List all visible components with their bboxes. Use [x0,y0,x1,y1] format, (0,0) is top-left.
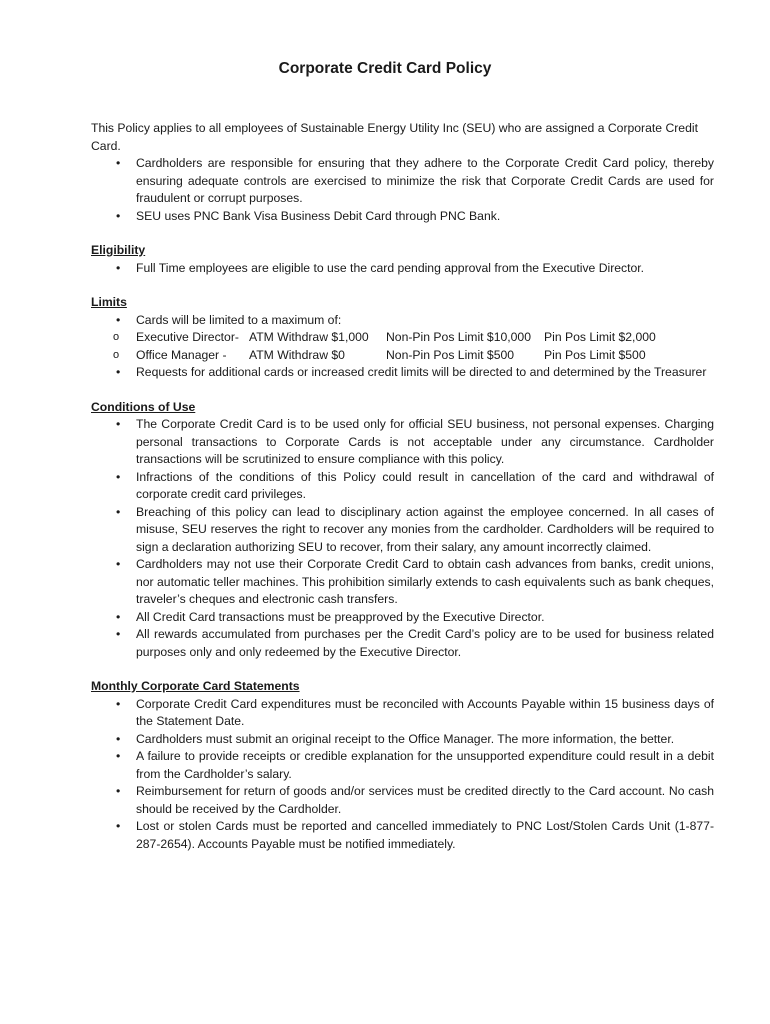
limits-bullet-text: Cards will be limited to a maximum of: [136,312,342,327]
limit-nonpin: Non-Pin Pos Limit $10,000 [386,330,531,344]
limits-sub-list [91,329,714,364]
conditions-bullet-list [91,416,714,661]
statements-bullet: • Cardholders must submit an original receipt to the Office Manager. The more information, the better. [91,731,714,749]
limits-bullet-list [91,312,714,382]
limit-pin: Pin Pos Limit $500 [544,347,646,362]
conditions-bullet: • Breaching of this policy can lead to disciplinary action against the employee concerned. In all cases of misuse, SEU reserves the right to recover any monies from the cardholder. Cardholders will be required to sign a declaration authorizing SEU to recover, from their salary, any amount incorrectly claimed. [91,504,714,557]
eligibility-heading: Eligibility [91,243,146,257]
statements-bullet: • Corporate Credit Card expenditures must be reconciled with Accounts Payable within 15 business days of the Statement Date. [91,696,714,731]
eligibility-bullet: • Full Time employees are eligible to use the card pending approval from the Executive Director. [91,260,714,278]
limits-section [91,294,714,382]
conditions-section [91,399,714,662]
limit-role: Office Manager - [136,347,227,362]
intro-bullet: • SEU uses PNC Bank Visa Business Debit Card through PNC Bank. [91,208,714,226]
policy-body [91,120,714,853]
conditions-bullet: • All rewards accumulated from purchases per the Credit Card’s policy are to be used for business related purposes only and only redeemed by the Executive Director. [91,626,714,661]
statements-bullet: • Lost or stolen Cards must be reported and cancelled immediately to PNC Lost/Stolen Cards Unit (1-877-287-2654). Accounts Payable must be notified immediately. [91,818,714,853]
intro-bullet: • Cardholders are responsible for ensuring that they adhere to the Corporate Credit Card policy, thereby ensuring adequate controls are exercised to minimize the risk that Corporate Credit Cards are used for fraudulent or corrupt purposes. [91,155,714,208]
eligibility-bullet-list [91,260,714,278]
limits-bullet: • Requests for additional cards or increased credit limits will be directed to and determined by the Treasurer [91,364,714,382]
limit-pin: Pin Pos Limit $2,000 [544,330,656,344]
intro-bullet-list [91,155,714,225]
limit-row-office-manager [91,347,714,365]
conditions-bullet: • All Credit Card transactions must be preapproved by the Executive Director. [91,609,714,627]
limit-row-executive-director [91,329,714,347]
limit-atm: ATM Withdraw $1,000 [249,330,369,344]
eligibility-section [91,242,714,277]
statements-bullet: • A failure to provide receipts or credible explanation for the unsupported expenditure could result in a debit from the Cardholder’s salary. [91,748,714,783]
conditions-bullet: • Infractions of the conditions of this Policy could result in cancellation of the card and withdrawal of corporate credit card privileges. [91,469,714,504]
conditions-bullet: • Cardholders may not use their Corporate Credit Card to obtain cash advances from banks, credit unions, nor automatic teller machines. This prohibition similarly extends to cash equivalents such as bank cheques, traveler’s cheques and electronic cash transfers. [91,556,714,609]
limits-bullet [91,312,714,365]
statements-bullet: • Reimbursement for return of goods and/or services must be credited directly to the Card account. No cash should be received by the Cardholder. [91,783,714,818]
statements-bullet-list [91,696,714,854]
limit-nonpin: Non-Pin Pos Limit $500 [386,347,515,362]
statements-section [91,678,714,853]
page-title: Corporate Credit Card Policy [278,60,492,77]
limit-atm: ATM Withdraw $0 [249,347,345,362]
intro-paragraph: This Policy applies to all employees of Sustainable Energy Utility Inc (SEU) who are assigned a Corporate Credit Card. [91,121,698,153]
conditions-bullet: • The Corporate Credit Card is to be used only for official SEU business, not personal expenses. Charging personal transactions to Corporate Cards is not acceptable under any circumstance. Cardholder transactions will be scrutinized to ensure compliance with this policy. [91,416,714,469]
statements-heading: Monthly Corporate Card Statements [91,679,300,693]
conditions-heading: Conditions of Use [91,399,196,414]
limits-heading: Limits [91,295,127,309]
limit-role: Executive Director- [136,330,239,344]
